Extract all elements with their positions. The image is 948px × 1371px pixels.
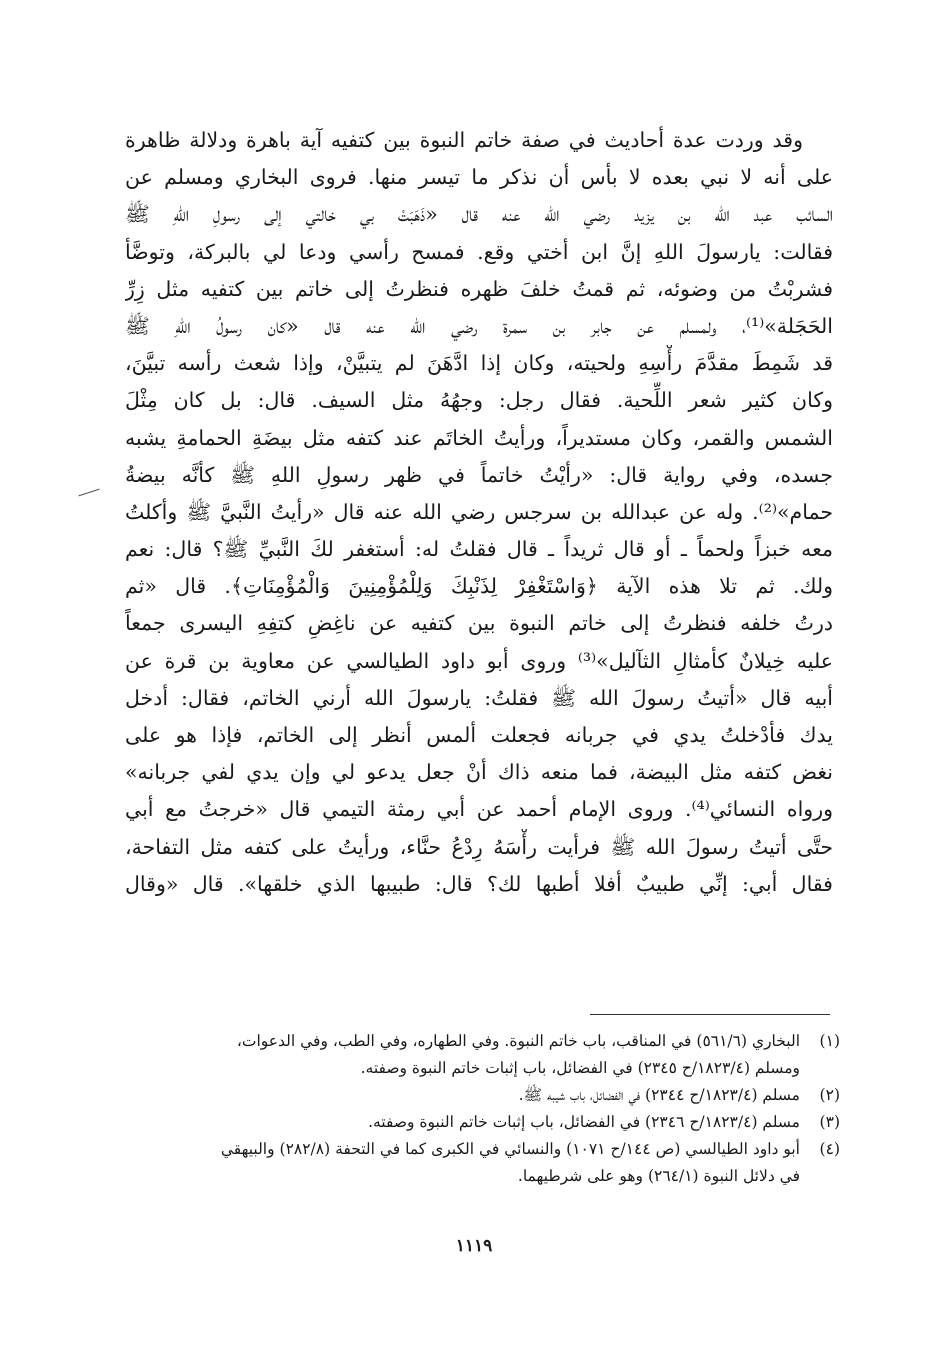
text-line: حمام»⁽²⁾. وله عن عبدالله بن سرجس رضي الله عنه قال «رأيتُ النَّبيَّ ﷺ وأكلتُ <box>125 499 833 524</box>
footnote-line: البخاري (٥٦١/٦) في المناقب، باب خاتم النبوة. وفي الطهاره، وفي الطب، وفي الدعوات، <box>236 1032 800 1050</box>
text-line: جسده، وفي رواية قال: «رأيْتُ خاتماً في ظهر رسولِ اللهِ ﷺ كأنَّه بيضةُ <box>125 462 833 487</box>
text-line: يدك فأدْخلتُ يدي في جربانه فجعلت ألمس أنظر إلى الخاتم، فإذا هو على <box>125 723 833 747</box>
footnote-line: مسلم (١٨٢٣/٤/ح ٢٣٤٦) في الفضائل، باب إثبات خاتم النبوة وصفته. <box>368 1113 800 1131</box>
text-line: وقد وردت عدة أحاديث في صفة خاتم النبوة بين كتفيه آية باهرة ودلالة ظاهرة <box>125 128 803 152</box>
footnote-number: (٢) <box>819 1086 840 1104</box>
footnote-line: ومسلم (١٨٢٣/٤/ح ٢٣٤٥) في الفضائل، باب إثبات خاتم النبوة وصفته. <box>360 1059 800 1077</box>
text-line: حتَّى أتيتُ رسولَ الله ﷺ فرأيت رأْسَهُ رِدْعُ حنَّاء، ورأيتُ على كتفه مثل التفاحة، <box>125 834 833 859</box>
footnote-text <box>120 1028 800 1082</box>
footnote-number: (٣) <box>819 1113 840 1131</box>
text-line: نغض كتفه مثل البيضة، فما منعه ذاك أنْ جعل يدعو لي وإن يدي لفي جربانه» <box>125 760 833 785</box>
footnote-line: في دلائل النبوة (٢٦٤/١) وهو على شرطيهما. <box>517 1167 800 1185</box>
footnote-text <box>120 1136 800 1190</box>
footnote-text <box>120 1109 800 1136</box>
text-line: قد شَمِطَ مقدَّمَ رأْسِهِ ولحيته، وكان إذا ادَّهَنَ لم يتبيَّنْ، وإذا شعث رأسه تبيَّنَ، <box>125 351 833 376</box>
footnote-separator <box>590 1014 830 1015</box>
text-line: درتُ خلفه فنظرتُ إلى خاتم النبوة بين كتفيه عن ناغِضِ كتفِهِ اليسرى جمعاً <box>125 611 833 636</box>
text-line: ورواه النسائي⁽⁴⁾. وروى الإمام أحمد عن أبي رمثة التيمي قال «خرجتُ مع أبي <box>125 797 833 822</box>
text-line: الشمس والقمر، وكان مستديراً، ورأيتُ الخاتَم عند كتفه مثل بيضَةِ الحمامةِ يشبه <box>125 425 833 450</box>
footnote-2 <box>120 1082 840 1109</box>
page-number: ١١١٩ <box>455 1236 493 1256</box>
footnote-text <box>120 1082 800 1109</box>
text-line: على أنه لا نبي بعده لا بأس أن نذكر ما تيسر منها. فروى البخاري ومسلم عن <box>125 165 833 190</box>
text-line: فقالت: يارسولَ اللهِ إنَّ ابن أختي وقع. فمسح رأسي ودعا لي بالبركة، وتوضَّأ <box>125 239 833 264</box>
footnote-number: (١) <box>819 1032 840 1050</box>
text-line: عليه خِيلانٌ كأمثالِ الثآليل»⁽³⁾ وروى أبو داود الطيالسي عن معاوية بن قرة عن <box>125 648 833 673</box>
footnote-3 <box>120 1109 840 1136</box>
text-line: فقال أبي: إنِّي طبيبٌ أفلا أطبها لك؟ قال: طبيبها الذي خلقها». قال «وقال <box>125 871 833 896</box>
footnote-line: أبو داود الطيالسي (ص ١٤٤/ح ١٠٧١) والنسائي في الكبرى كما في التحفة (٢٨٢/٨) والبيهقي <box>220 1140 800 1158</box>
main-text <box>125 122 833 903</box>
text-line: السائب عبد الله بن يزيد رضي الله عنه قال «ذَهَبَتْ بي خالتي إلى رسولِ اللهِ ﷺ <box>125 202 833 227</box>
text-line: معه خبزاً ولحماً ـ أو قال ثريداً ـ قال فقلتُ له: أستغفر لكَ النَّبيِّ ﷺ؟ قال: نعم <box>125 537 833 562</box>
footnote-1 <box>120 1028 840 1082</box>
footnote-line: مسلم (١٨٢٣/٤/ح ٢٣٤٤) في الفضائل، باب شيبه ﷺ. <box>518 1086 800 1104</box>
text-line: وكان كثير شعر اللِّحية. فقال رجل: وجهُهُ مثل السيف. قال: بل كان مِثْلَ <box>125 388 833 413</box>
text-line: ولك. ثم تلا هذه الآية ﴿وَاسْتَغْفِرْ لِذَنْبِكَ وَلِلْمُؤْمِنِينَ وَالْمُؤْمِنَاتِ﴾. قال «ثم <box>125 574 833 599</box>
text-line: الحَجَلة»⁽¹⁾، ولمسلم عن جابر بن سمرة رضي الله عنه قال «كان رسولُ اللهِ ﷺ <box>125 313 833 338</box>
text-line: أبيه قال «أتيتُ رسولَ الله ﷺ فقلتُ: يارسولَ الله أرني الخاتم، فقال: أدخل <box>125 685 833 710</box>
footnote-number: (٤) <box>819 1140 840 1158</box>
footnote-4 <box>120 1136 840 1190</box>
margin-mark <box>78 489 99 497</box>
footnotes <box>120 1028 840 1190</box>
text-line: فشربْتُ من وضوئه، ثم قمتُ خلفَ ظهره فنظرتُ إلى خاتم بين كتفيه مثل زِرِّ <box>125 276 833 301</box>
